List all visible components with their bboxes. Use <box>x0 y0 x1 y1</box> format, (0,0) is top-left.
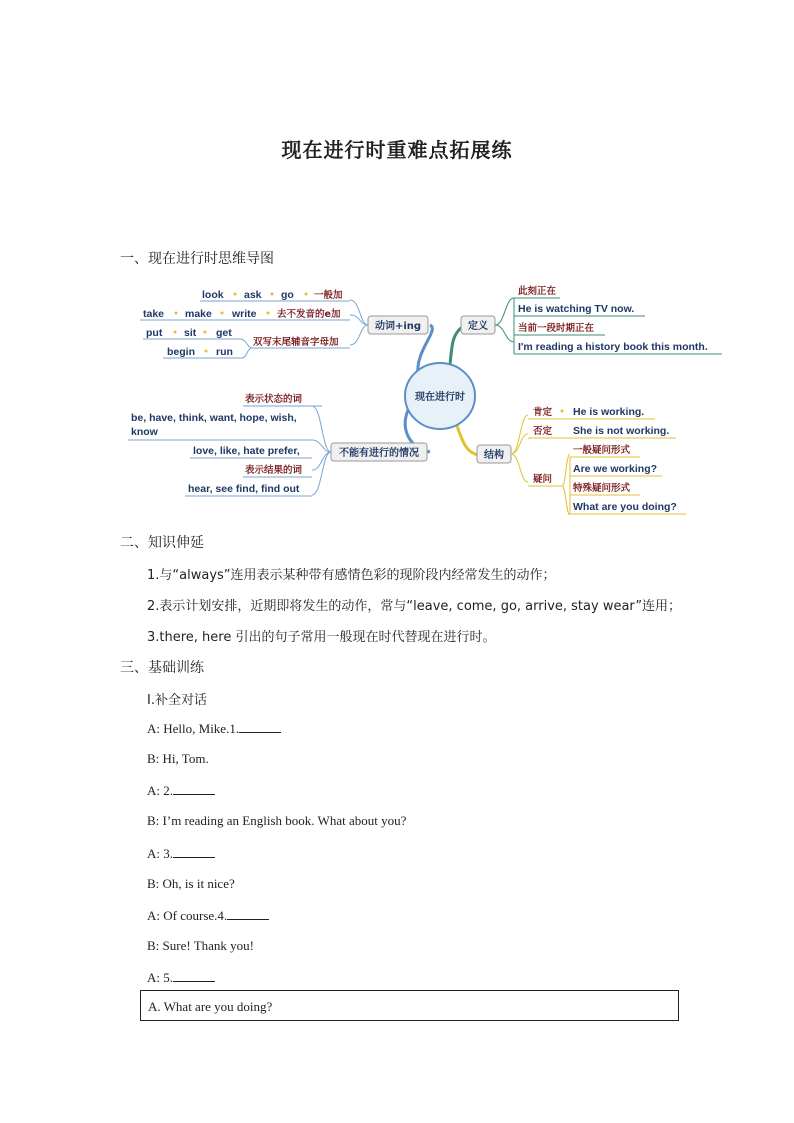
verb-sit: sit <box>184 327 197 339</box>
no-like-words: love, like, hate prefer, <box>193 445 300 457</box>
dialogue-line: B: Hi, Tom. <box>147 751 209 766</box>
section-heading-exercise: 三、基础训练 <box>120 660 204 676</box>
dialogue-line: A: 5. <box>147 969 215 986</box>
connector-def <box>450 327 462 365</box>
struct-special-q-label: 特殊疑问形式 <box>573 483 631 494</box>
no-result-label: 表示结果的词 <box>245 465 303 476</box>
dialogue-line: A: 3. <box>147 845 215 862</box>
exercise-part-title: Ⅰ.补全对话 <box>147 693 207 708</box>
option-a: A. What are you doing? <box>148 999 273 1014</box>
answer-blank-2[interactable] <box>173 782 215 795</box>
branch-verb-ing-label: 动词+ing <box>374 321 422 332</box>
rule-general: 一般加 <box>314 290 343 301</box>
dialogue-line: A: 2. <box>147 782 215 799</box>
rule-drop-e: 去不发音的e加 <box>277 309 341 320</box>
answer-blank-4[interactable] <box>227 907 269 920</box>
struct-positive-label: 肯定 <box>533 407 553 418</box>
dialogue-line: B: Oh, is it nice? <box>147 876 235 891</box>
def-period-example: I'm reading a history book this month. <box>518 341 708 353</box>
rule-double: 双写末尾辅音字母加 <box>253 337 339 348</box>
answer-blank-1[interactable] <box>239 720 281 733</box>
center-node-label: 现在进行时 <box>415 392 465 403</box>
struct-negative-label: 否定 <box>533 426 553 437</box>
struct-negative-example: She is not working. <box>573 425 670 437</box>
verb-ask: ask <box>244 289 262 301</box>
verb-run: run <box>216 346 233 358</box>
answer-blank-3[interactable] <box>173 845 215 858</box>
verb-get: get <box>216 327 232 339</box>
mind-map <box>0 270 794 520</box>
section-heading-knowledge: 二、知识伸延 <box>120 535 204 551</box>
dialogue-line: B: I’m reading an English book. What about you? <box>147 813 407 828</box>
section-heading-mindmap: 一、现在进行时思维导图 <box>120 251 274 267</box>
answer-blank-5[interactable] <box>173 969 215 982</box>
def-now-label: 此刻正在 <box>518 286 557 297</box>
knowledge-item-2: 2.表示计划安排，近期即将发生的动作，常与“leave, come, go, arrive, stay wear”连用； <box>147 599 682 614</box>
verb-make: make <box>185 308 212 320</box>
verb-look: look <box>202 289 224 301</box>
dialogue-line: B: Sure! Thank you! <box>147 938 254 953</box>
branch-structure-label: 结构 <box>484 450 504 461</box>
knowledge-item-3: 3.there, here 引出的句子常用一般现在时代替现在进行时。 <box>147 630 496 645</box>
struct-general-q-example: Are we working? <box>573 463 658 475</box>
knowledge-item-1: 1.与“always”连用表示某种带有感情色彩的现阶段内经常发生的动作； <box>147 568 556 583</box>
verb-begin: begin <box>167 346 195 358</box>
struct-positive-example: He is working. <box>573 406 645 418</box>
branch-definition-label: 定义 <box>468 321 488 332</box>
def-now-example: He is watching TV now. <box>518 303 635 315</box>
verb-put: put <box>146 327 163 339</box>
page-title: 现在进行时重难点拓展练 <box>281 138 513 162</box>
dialogue-line: A: Hello, Mike.1. <box>147 720 281 737</box>
no-state-label: 表示状态的词 <box>245 394 303 405</box>
verb-write: write <box>232 308 257 320</box>
no-result-words: hear, see find, find out <box>188 483 300 495</box>
struct-special-q-example: What are you doing? <box>573 501 677 513</box>
dialogue-line: A: Of course.4. <box>147 907 269 924</box>
struct-general-q-label: 一般疑问形式 <box>573 445 631 456</box>
branch-no-progressive-label: 不能有进行的情况 <box>339 448 419 459</box>
def-period-label: 当前一段时期正在 <box>518 323 595 334</box>
struct-question-label: 疑问 <box>533 474 553 485</box>
no-state-words-2: know <box>131 426 158 438</box>
verb-go: go <box>281 289 294 301</box>
verb-take: take <box>143 308 165 320</box>
no-state-words: be, have, think, want, hope, wish, <box>131 412 297 424</box>
options-box <box>140 990 679 1021</box>
